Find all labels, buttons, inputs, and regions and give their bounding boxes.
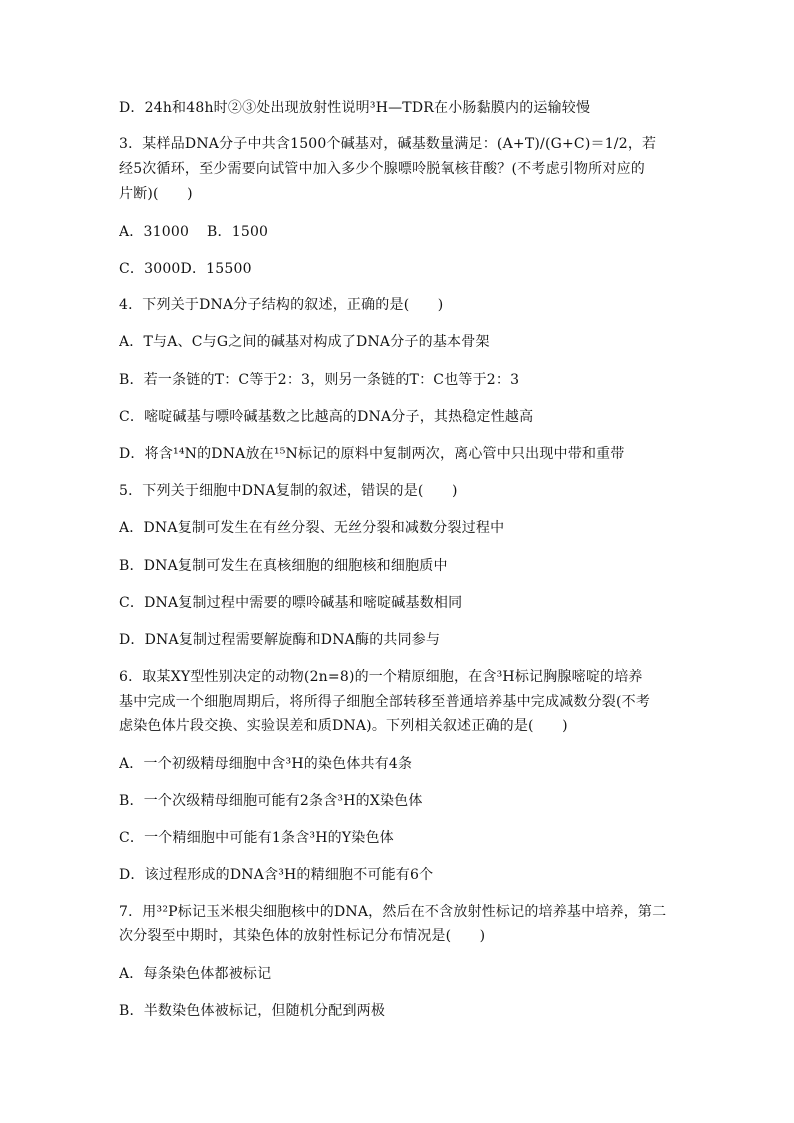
q4-option-c: C．嘧啶碱基与嘌呤碱基数之比越高的DNA分子，其热稳定性越高: [119, 409, 534, 425]
q7-stem-line1: 7．用³²P标记玉米根尖细胞核中的DNA，然后在不含放射性标记的培养基中培养，第二: [119, 904, 667, 920]
q6-option-a: A．一个初级精母细胞中含³H的染色体共有4条: [119, 756, 413, 772]
q5-stem: 5．下列关于细胞中DNA复制的叙述，错误的是( ): [119, 483, 458, 499]
q7-stem-line2: 次分裂至中期时，其染色体的放射性标记分布情况是( ): [119, 928, 486, 944]
q4-option-a: A．T与A、C与G之间的碱基对构成了DNA分子的基本骨架: [119, 334, 490, 350]
q5-option-c: C．DNA复制过程中需要的嘌呤碱基和嘧啶碱基数相同: [119, 595, 463, 611]
q5-option-a: A．DNA复制可发生在有丝分裂、无丝分裂和减数分裂过程中: [119, 520, 505, 536]
q3-options-cd: [119, 259, 685, 279]
q3-stem-line3: 片断)( ): [119, 186, 193, 202]
q6-option-c: C．一个精细胞中可能有1条含³H的Y染色体: [119, 830, 394, 846]
q3-stem-line1: 3．某样品DNA分子中共含1500个碱基对，碱基数量满足：(A+T)/(G+C)＝1/2，若: [119, 136, 657, 152]
q3-stem-line2: 经5次循环，至少需要向试管中加入多少个腺嘌呤脱氧核苷酸？(不考虑引物所对应的: [119, 161, 645, 177]
q6-option-d: D．该过程形成的DNA含³H的精细胞不可能有6个: [119, 867, 434, 883]
q6-stem-line1: 6．取某XY型性别决定的动物(2n=8)的一个精原细胞，在含³H标记胸腺嘧啶的培养: [119, 669, 643, 685]
q3-option-b: B．1500: [207, 224, 269, 240]
q6-option-b: B．一个次级精母细胞可能有2条含³H的X染色体: [119, 793, 423, 809]
q3-option-d: D．15500: [180, 261, 252, 277]
q4-option-d: D．将含¹⁴N的DNA放在¹⁵N标记的原料中复制两次，离心管中只出现中带和重带: [119, 446, 625, 462]
q6-stem-line3: 虑染色体片段交换、实验误差和质DNA)。下列相关叙述正确的是( ): [119, 718, 568, 734]
q7-option-a: A．每条染色体都被标记: [119, 966, 272, 982]
q4-option-b: B．若一条链的T：C等于2：3，则另一条链的T：C也等于2：3: [119, 372, 520, 388]
q5-option-b: B．DNA复制可发生在真核细胞的细胞核和细胞质中: [119, 558, 448, 574]
q3-option-a: A．31000: [119, 224, 190, 240]
q4-stem: 4．下列关于DNA分子结构的叙述，正确的是( ): [119, 297, 444, 313]
q7-option-b: B．半数染色体被标记，但随机分配到两极: [119, 1003, 386, 1019]
q5-option-d: D．DNA复制过程需要解旋酶和DNA酶的共同参与: [119, 632, 441, 648]
q6-stem-line2: 基中完成一个细胞周期后，将所得子细胞全部转移至普通培养基中完成减数分裂(不考: [119, 694, 651, 710]
q3-option-c: C．3000: [119, 261, 181, 277]
q3-options-ab: [119, 222, 685, 242]
q2-option-d: D．24h和48h时②③处出现放射性说明³H—TDR在小肠黏膜内的运输较慢: [119, 100, 591, 116]
